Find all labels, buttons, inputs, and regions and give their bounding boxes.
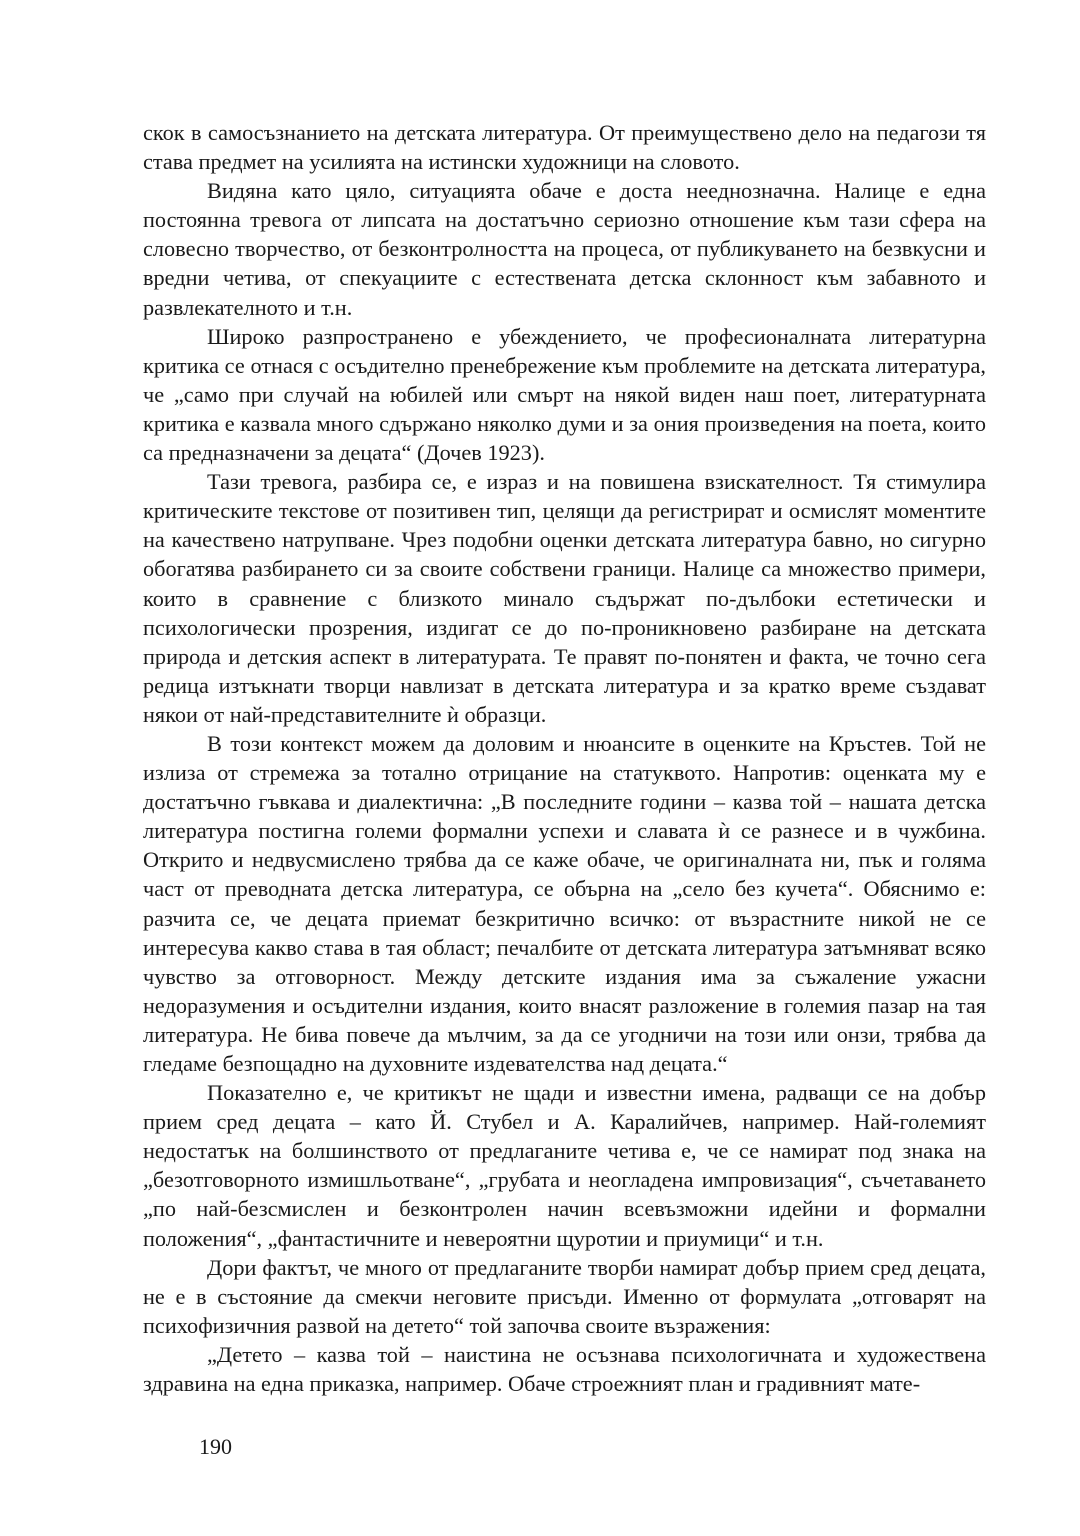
paragraph-1: скок в самосъзнанието на детската литература. От преимуществено дело на педагози тя става предмет на усилията на истински художници на словото. (143, 120, 986, 175)
paragraph-6: Показателно е, че критикът не щади и известни имена, радващи се на добър прием сред децата – като Й. Стубел и А. Каралийчев, например. Най-големият недостатък на болшинството от предлаганите четива е, че се намират под знака на „безотговорното измишльотване“, „грубата и неогладена импровизация“, съчетаването „по най-безсмислен и безконтролен начин всевъзможни идейни и формални положения“, „фантастичните и невероятни щуротии и приумици“ и т.н. (143, 1080, 986, 1251)
paragraph-8: „Детето – казва той – наистина не осъзнава психологичната и художествена здравина на една приказка, например. Обаче строежният план и градивният мате- (143, 1341, 986, 1397)
paragraph-7: Дори фактът, че много от предлаганите творби намират добър прием сред децата, не е в състояние да смекчи неговите присъди. Именно от формулата „отговарят на психофизичния развой на детето“ той започва своите възражения: (143, 1254, 986, 1338)
paragraph-2: Видяна като цяло, ситуацията обаче е доста нееднозначна. Налице е една постоянна тревога от липсата на достатъчно сериозно отношение към тази сфера на словесно творчество, от безконтролността на процеса, от публикуването на безвкусни и вредни четива, от спекуациите с естествената детска склонност към забавното и развлекателното и т.н. (143, 178, 986, 320)
page-number: 190 (199, 1434, 232, 1459)
page-body (143, 118, 986, 1398)
paragraph-3: Широко разпространено е убеждението, че професионалната литературна критика се отнася с осъдително пренебрежение към проблемите на детската литература, че „само при случай на юбилей или смърт на някой виден наш поет, литературната критика е казвала много сдържано няколко думи и за ония произведения на поета, които са предназначени за децата“ (Дочев 1923). (143, 323, 986, 466)
paragraph-5: В този контекст можем да доловим и нюансите в оценките на Кръстев. Той не излиза от стремежа за тотално отрицание на статуквото. Напротив: оценката му е достатъчно гъвкава и диалектична: „В последните години – казва той – нашата детска литература постигна големи формални успехи и славата ѝ се разнесе и в чужбина. Открито и недвусмислено трябва да се каже обаче, че оригиналната ни, пък и голяма част от преводната детска литература, се обърна на „село без кучета“. Обяснимо е: разчита се, че децата приемат безкритично всичко: от възрастните никой не се интересува какво става в тая област; печалбите от детската литература затъмняват всяко чувство за отговорност. Между детските издания има за съжаление ужасни недоразумения и осъдителни издания, които внасят разложение в големия пазар на тая литература. Не бива повече да мълчим, за да се угодничи на този или онзи, трябва да гледаме безпощадно на духовните издевателства над децата.“ (143, 730, 986, 1076)
paragraph-4: Тази тревога, разбира се, е израз и на повишена взискателност. Тя стимулира критическите текстове от позитивен тип, целящи да регистрират и осмислят моментите на качествено натрупване. Чрез подобни оценки детската литература бавно, но сигурно обогатява разбирането си за своите собствени граници. Налице са множество примери, които в сравнение с близкото минало съдържат по-дълбоки естетически и психологически прозрения, издигат се до по-проникновено разбиране на детската природа и детския аспект в литературата. Те правят по-понятен и факта, че точно сега редица изтъкнати творци навлизат в детската литература и за кратко време създават някои от най-представителните ѝ образци. (143, 469, 986, 727)
